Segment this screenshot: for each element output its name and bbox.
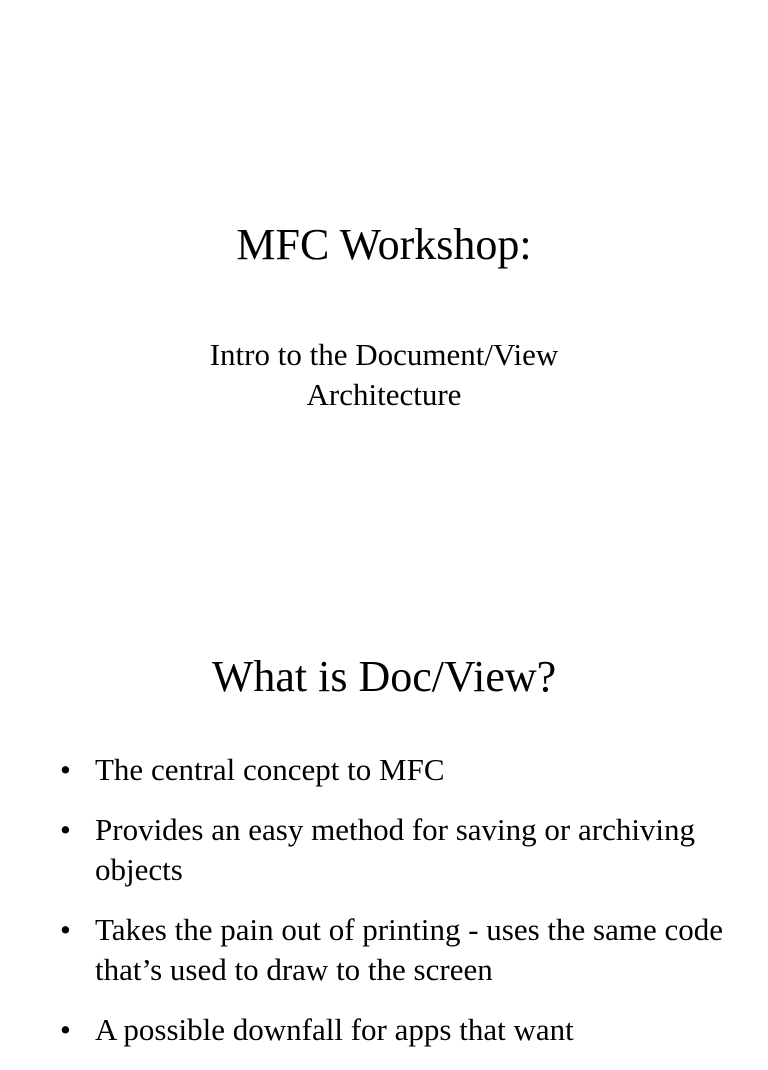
bullet-text: The central concept to MFC [95, 752, 445, 787]
bullet-item [60, 910, 740, 990]
bullet-marker: • [60, 1012, 71, 1047]
bullet-marker: • [60, 752, 71, 787]
slide-title: MFC Workshop: [236, 220, 532, 269]
subtitle-line-2: Architecture [306, 377, 462, 412]
slide-heading: What is Doc/View? [211, 652, 557, 701]
bullet-item [60, 750, 740, 790]
bullet-marker: • [60, 912, 71, 947]
bullet-item [60, 810, 740, 890]
content-slide [0, 600, 768, 1047]
subtitle-line-1: Intro to the Document/View [209, 337, 559, 372]
bullet-text: Takes the pain out of printing - uses the same code that’s used to draw to the screen [95, 912, 723, 987]
slide-subtitle [0, 335, 768, 415]
bullet-text: A possible downfall for apps that want [95, 1012, 574, 1047]
bullet-marker: • [60, 812, 71, 847]
bullet-list [60, 750, 740, 1070]
bullet-text: Provides an easy method for saving or archiving objects [95, 812, 696, 887]
bullet-item [60, 1010, 740, 1050]
